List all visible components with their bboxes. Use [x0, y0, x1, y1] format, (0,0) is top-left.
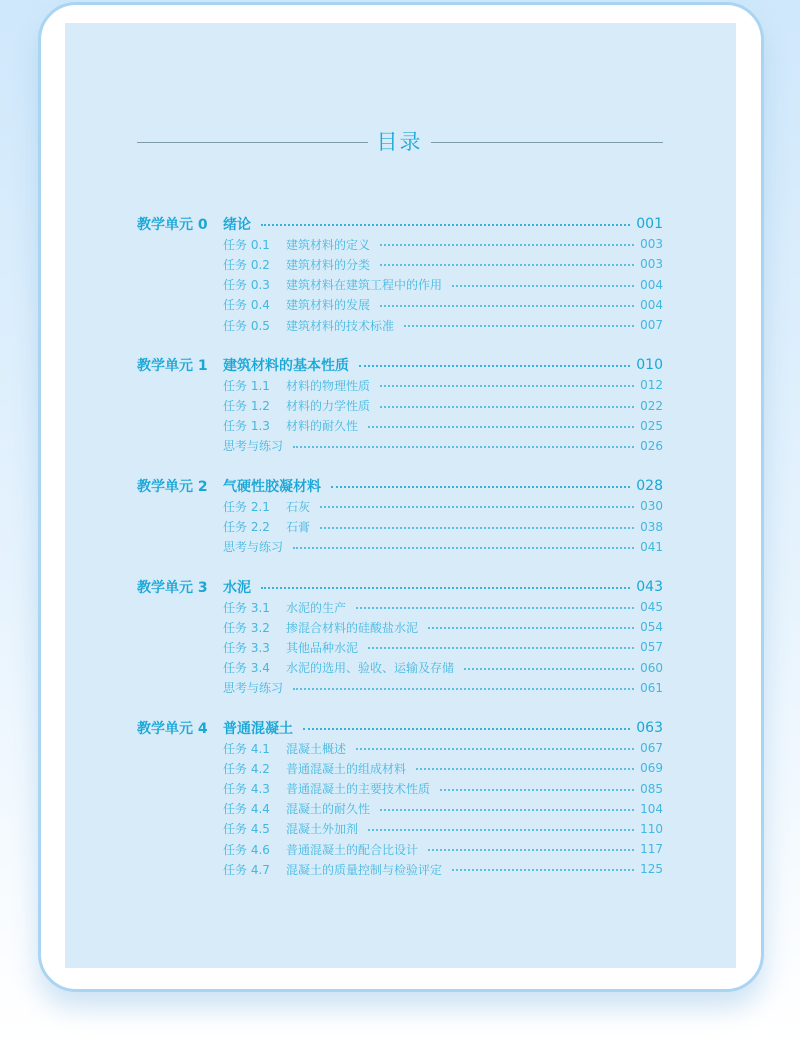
task-page-number: 069: [640, 761, 663, 776]
task-page-number: 104: [640, 801, 663, 816]
toc-unit: [137, 355, 663, 456]
unit-page-number: 010: [636, 357, 663, 374]
task-number: 任务 2.2: [223, 520, 270, 535]
task-page-number: 054: [640, 620, 663, 635]
unit-row[interactable]: [137, 214, 663, 234]
task-row[interactable]: [137, 436, 663, 456]
dot-leader: [368, 426, 634, 428]
task-page-number: 110: [640, 821, 663, 836]
dot-leader: [380, 385, 634, 387]
unit-page-number: 043: [636, 578, 663, 595]
task-row[interactable]: [137, 839, 663, 859]
task-number: 任务 3.1: [223, 600, 270, 615]
task-title: 思考与练习: [223, 439, 284, 454]
task-page-number: 085: [640, 781, 663, 796]
dot-leader: [380, 305, 634, 307]
task-row[interactable]: [137, 819, 663, 839]
unit-number: 教学单元 2: [137, 479, 208, 496]
task-title: 建筑材料在建筑工程中的作用: [286, 278, 443, 293]
dot-leader: [293, 688, 634, 690]
unit-number: 教学单元 0: [137, 217, 208, 234]
dot-leader: [464, 668, 634, 670]
unit-number: 教学单元 1: [137, 358, 208, 375]
dot-leader: [452, 869, 634, 871]
task-title: 普通混凝土的组成材料: [286, 761, 407, 776]
task-title: 建筑材料的定义: [286, 237, 371, 252]
dot-leader: [368, 829, 634, 831]
task-page-number: 025: [640, 418, 663, 433]
dot-leader: [404, 325, 634, 327]
task-title: 思考与练习: [223, 681, 284, 696]
task-page-number: 012: [640, 378, 663, 393]
unit-title: 绪论: [223, 217, 251, 234]
task-number: 任务 0.2: [223, 257, 270, 272]
dot-leader: [452, 285, 634, 287]
unit-number: 教学单元 3: [137, 579, 208, 596]
task-number: 任务 4.5: [223, 822, 270, 837]
task-page-number: 117: [640, 842, 663, 857]
dot-leader: [356, 748, 634, 750]
task-page-number: 030: [640, 499, 663, 514]
unit-page-number: 028: [636, 478, 663, 495]
task-row[interactable]: [137, 416, 663, 436]
task-title: 其他品种水泥: [286, 640, 359, 655]
task-row[interactable]: [137, 516, 663, 536]
task-page-number: 003: [640, 257, 663, 272]
task-title: 材料的耐久性: [286, 419, 359, 434]
dot-leader: [261, 224, 630, 226]
task-page-number: 038: [640, 519, 663, 534]
task-number: 任务 1.2: [223, 399, 270, 414]
task-number: 任务 0.1: [223, 237, 270, 252]
task-title: 水泥的生产: [286, 600, 347, 615]
unit-row[interactable]: [137, 355, 663, 375]
task-page-number: 045: [640, 600, 663, 615]
task-number: 任务 0.3: [223, 278, 270, 293]
unit-title: 建筑材料的基本性质: [223, 358, 349, 375]
task-title: 建筑材料的技术标准: [286, 318, 395, 333]
dot-leader: [380, 244, 634, 246]
task-number: 任务 0.4: [223, 298, 270, 313]
title-rule-right: [431, 142, 663, 143]
toc-unit: [137, 214, 663, 335]
task-row[interactable]: [137, 295, 663, 315]
task-number: 任务 1.1: [223, 378, 270, 393]
task-title: 材料的物理性质: [286, 378, 371, 393]
unit-title: 气硬性胶凝材料: [223, 479, 321, 496]
task-row[interactable]: [137, 597, 663, 617]
task-page-number: 004: [640, 277, 663, 292]
dot-leader: [356, 607, 634, 609]
unit-title: 水泥: [223, 579, 251, 596]
task-title: 普通混凝土的主要技术性质: [286, 782, 431, 797]
task-row[interactable]: [137, 617, 663, 637]
task-title: 水泥的选用、验收、运输及存储: [286, 661, 455, 676]
task-row[interactable]: [137, 537, 663, 557]
task-number: 任务 4.4: [223, 802, 270, 817]
dot-leader: [440, 789, 634, 791]
task-title: 材料的力学性质: [286, 399, 371, 414]
unit-title: 普通混凝土: [223, 721, 293, 738]
task-page-number: 022: [640, 398, 663, 413]
task-number: 任务 4.6: [223, 842, 270, 857]
task-number: 任务 4.3: [223, 782, 270, 797]
dot-leader: [380, 809, 634, 811]
unit-row[interactable]: [137, 577, 663, 597]
task-page-number: 026: [640, 438, 663, 453]
task-title: 混凝土的质量控制与检验评定: [286, 862, 443, 877]
table-of-contents: [137, 214, 663, 879]
task-title: 掺混合材料的硅酸盐水泥: [286, 620, 419, 635]
task-title: 普通混凝土的配合比设计: [286, 842, 419, 857]
task-title: 石灰: [286, 499, 311, 514]
dot-leader: [293, 446, 634, 448]
task-number: 任务 1.3: [223, 419, 270, 434]
task-number: 任务 3.3: [223, 640, 270, 655]
task-page-number: 060: [640, 660, 663, 675]
task-page-number: 004: [640, 297, 663, 312]
toc-unit: [137, 577, 663, 698]
task-page-number: 125: [640, 862, 663, 877]
toc-unit: [137, 718, 663, 880]
task-number: 任务 0.5: [223, 318, 270, 333]
task-number: 任务 4.2: [223, 761, 270, 776]
dot-leader: [368, 647, 634, 649]
task-page-number: 007: [640, 318, 663, 333]
task-number: 任务 4.7: [223, 862, 270, 877]
task-title: 思考与练习: [223, 540, 284, 555]
task-row[interactable]: [137, 396, 663, 416]
task-row[interactable]: [137, 859, 663, 879]
task-row[interactable]: [137, 496, 663, 516]
task-number: 任务 3.4: [223, 661, 270, 676]
dot-leader: [293, 547, 634, 549]
dot-leader: [428, 849, 634, 851]
task-row[interactable]: [137, 637, 663, 657]
dot-leader: [428, 627, 634, 629]
task-title: 建筑材料的发展: [286, 298, 371, 313]
task-row[interactable]: [137, 658, 663, 678]
task-row[interactable]: [137, 315, 663, 335]
task-row[interactable]: [137, 738, 663, 758]
dot-leader: [380, 264, 634, 266]
task-title: 建筑材料的分类: [286, 257, 371, 272]
unit-page-number: 001: [636, 216, 663, 233]
unit-row[interactable]: [137, 476, 663, 496]
task-row[interactable]: [137, 779, 663, 799]
task-page-number: 057: [640, 640, 663, 655]
dot-leader: [380, 406, 634, 408]
task-row[interactable]: [137, 275, 663, 295]
dot-leader: [416, 768, 634, 770]
toc-unit: [137, 476, 663, 557]
toc-title: 目录: [376, 130, 423, 154]
task-page-number: 003: [640, 237, 663, 252]
task-row[interactable]: [137, 799, 663, 819]
dot-leader: [261, 587, 630, 589]
dot-leader: [320, 527, 634, 529]
toc-header: [137, 128, 663, 156]
unit-row[interactable]: [137, 718, 663, 738]
dot-leader: [303, 728, 630, 730]
task-row[interactable]: [137, 678, 663, 698]
task-number: 任务 3.2: [223, 620, 270, 635]
task-page-number: 041: [640, 539, 663, 554]
task-row[interactable]: [137, 254, 663, 274]
unit-page-number: 063: [636, 720, 663, 737]
dot-leader: [331, 486, 630, 488]
task-page-number: 067: [640, 741, 663, 756]
task-number: 任务 2.1: [223, 499, 270, 514]
task-title: 石膏: [286, 520, 311, 535]
task-row[interactable]: [137, 234, 663, 254]
unit-number: 教学单元 4: [137, 721, 208, 738]
task-page-number: 061: [640, 680, 663, 695]
title-rule-left: [137, 142, 368, 143]
dot-leader: [359, 365, 630, 367]
task-title: 混凝土概述: [286, 741, 347, 756]
task-title: 混凝土外加剂: [286, 822, 359, 837]
task-title: 混凝土的耐久性: [286, 802, 371, 817]
task-number: 任务 4.1: [223, 741, 270, 756]
task-row[interactable]: [137, 758, 663, 778]
dot-leader: [320, 506, 634, 508]
task-row[interactable]: [137, 375, 663, 395]
